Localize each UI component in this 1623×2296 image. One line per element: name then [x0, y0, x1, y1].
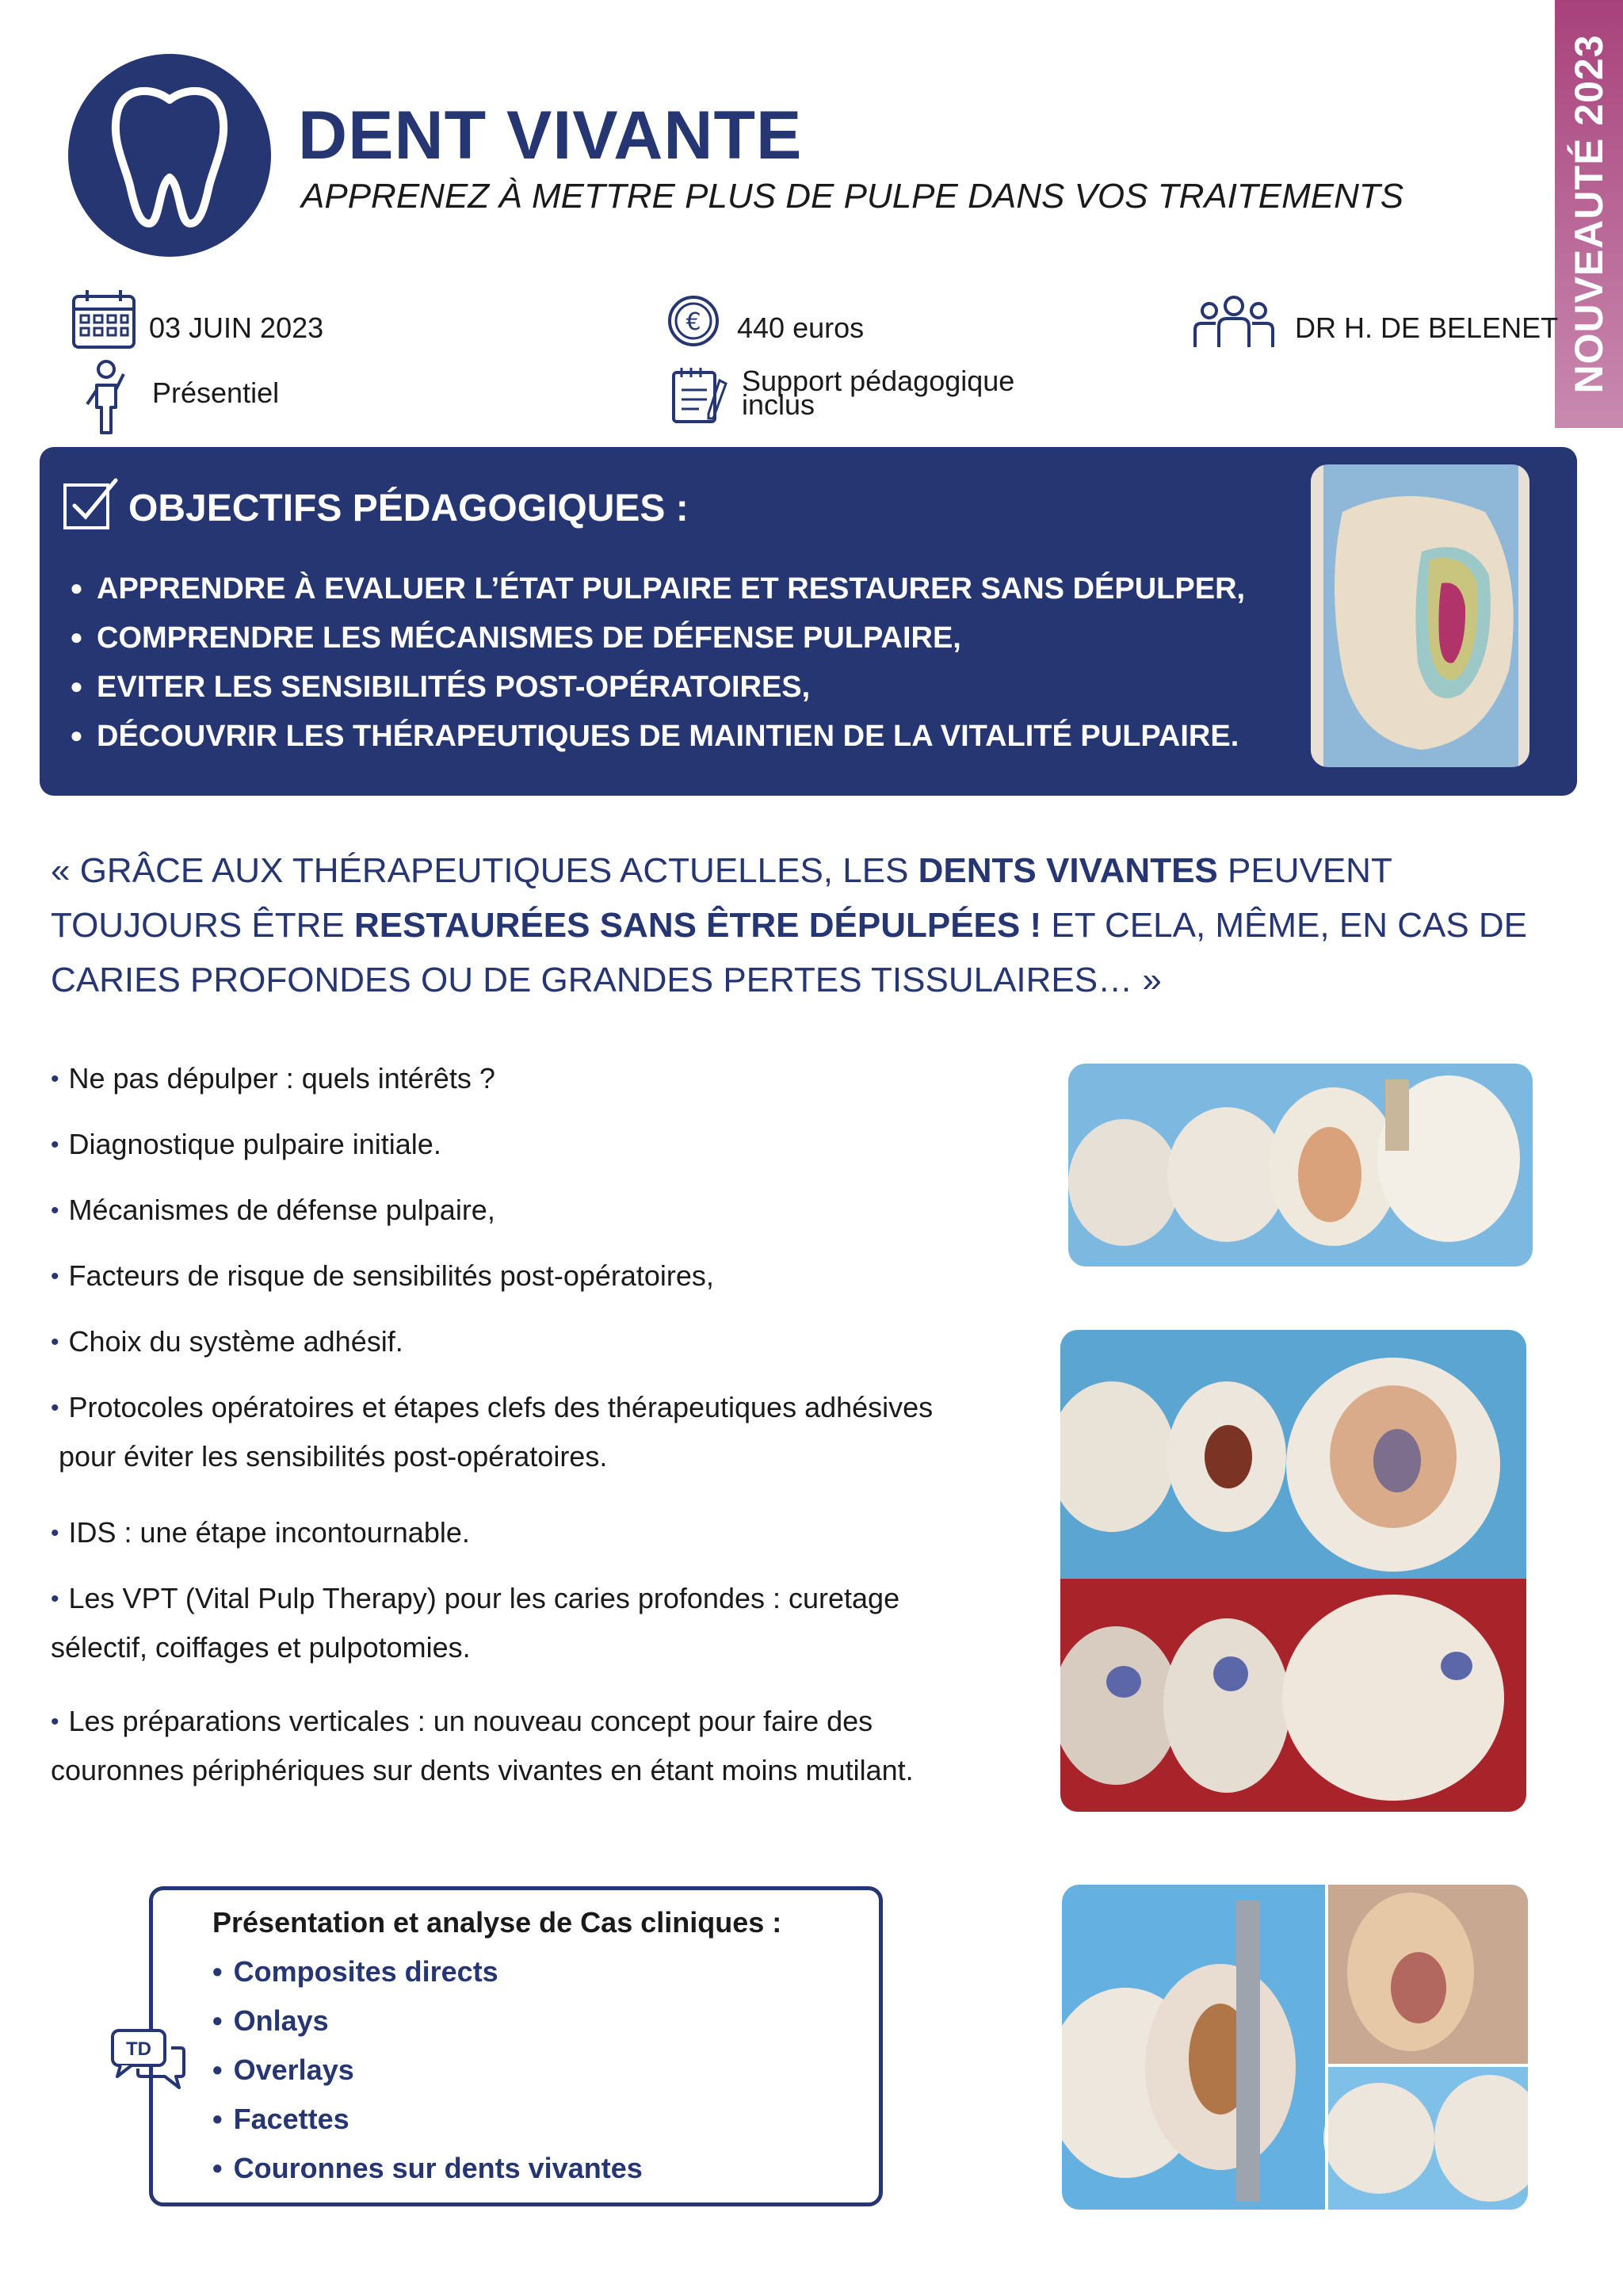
bullet: •	[212, 2152, 223, 2184]
program-item-text: Les préparations verticales : un nouveau concept pour faire des	[68, 1705, 873, 1737]
course-format: Présentiel	[152, 376, 280, 409]
program-item-text: Les VPT (Vital Pulp Therapy) pour les caries profondes : curetage	[68, 1582, 900, 1614]
clinical-photo-3	[1060, 1579, 1526, 1812]
ribbon-label: NOUVEAUTÉ 2023	[1567, 34, 1611, 394]
tooth-outline-icon	[106, 82, 233, 233]
new-badge-ribbon	[1555, 0, 1623, 428]
program-item-continued: couronnes périphériques sur dents vivantes en étant moins mutilant.	[51, 1754, 914, 1786]
bullet: •	[212, 2004, 223, 2037]
case-study-item	[212, 1955, 498, 1988]
case-study-item	[212, 2105, 349, 2134]
page-title: DENT VIVANTE	[298, 97, 803, 174]
case-study-item	[212, 2053, 354, 2086]
program-item	[51, 1186, 1002, 1236]
program-item	[51, 1054, 1002, 1104]
program-item-text: Protocoles opératoires et étapes clefs des thérapeutiques adhésives	[68, 1391, 934, 1423]
euro-coin-icon	[667, 295, 720, 347]
clinical-photo-1	[1068, 1064, 1533, 1266]
case-studies-title: Présentation et analyse de Cas cliniques :	[212, 1906, 782, 1939]
course-support	[742, 365, 1015, 421]
case-study-item	[212, 2154, 643, 2183]
notebook-pencil-icon	[670, 366, 729, 425]
page-subtitle: APPRENEZ À METTRE PLUS DE PULPE DANS VOS TRAITEMENTS	[301, 177, 1404, 216]
support-line-1: Support pédagogique	[742, 365, 1015, 397]
objective-item: ● APPRENDRE À EVALUER L’ÉTAT PULPAIRE ET RESTAURER SANS DÉPULPER,	[70, 574, 1245, 604]
program-item-continued: sélectif, coiffages et pulpotomies.	[51, 1631, 471, 1664]
quote-part-2: PEUVENT TOUJOURS ÊTRE	[51, 851, 1392, 945]
case-study-label: Couronnes sur dents vivantes	[233, 2152, 643, 2184]
tooth-logo-icon	[68, 54, 271, 257]
quote-part-1: « GRÂCE AUX THÉRAPEUTIQUES ACTUELLES, LES	[51, 851, 918, 890]
case-study-item	[212, 2004, 329, 2037]
program-item	[51, 1317, 1002, 1367]
support-line-2: inclus	[742, 388, 815, 421]
quote-bold-1: DENTS VIVANTES	[918, 851, 1218, 890]
objective-item: ● COMPRENDRE LES MÉCANISMES DE DÉFENSE PULPAIRE,	[70, 623, 961, 653]
objectives-title: OBJECTIFS PÉDAGOGIQUES :	[128, 487, 689, 529]
bullet: •	[51, 1198, 59, 1224]
program-item	[51, 1251, 1002, 1301]
speaker-name: DR H. DE BELENET	[1295, 311, 1559, 344]
program-item	[51, 1574, 1002, 1624]
case-study-label: Composites directs	[233, 1955, 498, 1988]
program-item-text: Facteurs de risque de sensibilités post-opératoires,	[68, 1259, 714, 1292]
case-study-label: Overlays	[233, 2053, 354, 2086]
objective-item: ● EVITER LES SENSIBILITÉS POST-OPÉRATOIRES,	[70, 672, 810, 702]
bullet: •	[51, 1263, 59, 1289]
program-item-text: Diagnostique pulpaire initiale.	[68, 1128, 441, 1160]
calendar-icon	[71, 288, 136, 350]
clinical-photo-2	[1060, 1330, 1526, 1579]
clinical-photo-4	[1062, 1885, 1528, 2210]
bullet: •	[51, 1132, 59, 1158]
checkbox-checked-icon	[62, 476, 119, 533]
group-people-icon	[1192, 295, 1276, 350]
program-item-text: IDS : une étape incontournable.	[68, 1516, 470, 1549]
speech-bubbles-icon	[109, 2027, 187, 2092]
bullet: •	[51, 1520, 59, 1546]
svg-text:€: €	[685, 308, 701, 336]
objective-item: ● DÉCOUVRIR LES THÉRAPEUTIQUES DE MAINTIEN DE LA VITALITÉ PULPAIRE.	[70, 721, 1239, 751]
td-icon-label: TD	[126, 2038, 151, 2060]
bullet: •	[51, 1586, 59, 1612]
program-item	[51, 1120, 1002, 1170]
person-presenting-icon	[82, 358, 127, 436]
program-item-text: Choix du système adhésif.	[68, 1325, 403, 1358]
bullet: •	[212, 1955, 223, 1988]
highlight-quote	[51, 843, 1572, 1007]
course-price: 440 euros	[737, 311, 865, 344]
case-study-label: Onlays	[233, 2004, 329, 2037]
bullet: •	[212, 2103, 223, 2135]
tooth-cavity-diagram-photo	[1311, 464, 1529, 767]
bullet: •	[51, 1329, 59, 1355]
program-item	[51, 1383, 1002, 1433]
bullet: •	[51, 1395, 59, 1421]
case-study-label: Facettes	[233, 2103, 349, 2135]
program-item-text: Mécanismes de défense pulpaire,	[68, 1194, 495, 1226]
bullet: •	[212, 2053, 223, 2086]
program-item-text: Ne pas dépulper : quels intérêts ?	[68, 1062, 495, 1095]
bullet: •	[51, 1709, 59, 1735]
program-item	[51, 1697, 1002, 1747]
bullet: •	[51, 1066, 59, 1092]
course-date: 03 JUIN 2023	[149, 311, 324, 344]
quote-part-3: ET CELA, MÊME, EN CAS DE CARIES PROFONDES OU DE GRANDES PERTES TISSULAIRES… »	[51, 906, 1528, 999]
program-item-continued: pour éviter les sensibilités post-opératoires.	[59, 1440, 608, 1473]
quote-bold-2: RESTAURÉES SANS ÊTRE DÉPULPÉES !	[354, 906, 1042, 945]
program-item	[51, 1508, 1002, 1558]
